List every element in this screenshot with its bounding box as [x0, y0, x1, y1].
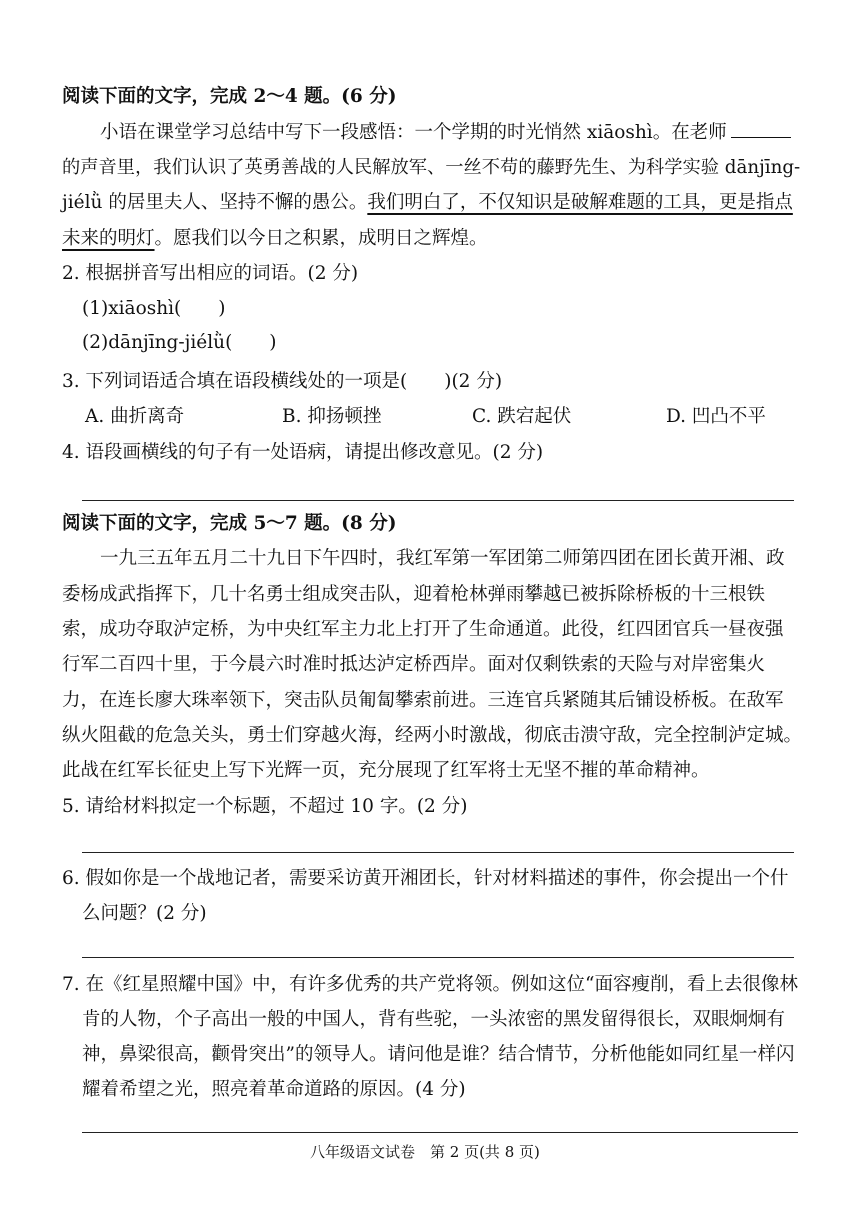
answer-line-q5[interactable] [82, 852, 794, 853]
question-2-sub-1[interactable]: (1)xiāoshì( ) [82, 298, 226, 319]
fill-blank[interactable] [731, 119, 791, 138]
question-4-stem: 4. 语段画横线的句子有一处语病，请提出修改意见。(2 分) [62, 442, 544, 463]
passage2-line: 此战在红军长征史上写下光辉一页，充分展现了红军将士无坚不摧的革命精神。 [62, 760, 710, 781]
passage2-line: 纵火阻截的危急关头，勇士们穿越火海，经两小时激战，彻底击溃守敌，完全控制泸定城。 [62, 725, 803, 746]
question-7-stem: 7. 在《红星照耀中国》中，有许多优秀的共产党将领。例如这位“面容瘦削，看上去很像林 [62, 974, 798, 995]
question-2-sub-2[interactable]: (2)dānjīng-jiélǜ( ) [82, 332, 277, 353]
page-footer: 八年级语文试卷 第 2 页(共 8 页) [310, 1143, 540, 1161]
passage2-line: 力，在连长廖大珠率领下，突击队员匍匐攀索前进。三连官兵紧随其后铺设桥板。在敌军 [62, 690, 784, 711]
question-3-option-a[interactable]: A. 曲折离奇 [85, 406, 185, 427]
section1-heading: 阅读下面的文字，完成 2～4 题。(6 分) [62, 86, 397, 107]
underlined-sentence: 我们明白了，不仅知识是破解难题的工具，更是指点 [367, 192, 793, 213]
passage1-line [100, 119, 791, 146]
question-5-stem: 5. 请给材料拟定一个标题，不超过 10 字。(2 分) [62, 796, 468, 817]
question-6-stem-cont: 么问题？(2 分) [82, 903, 207, 924]
section2-heading: 阅读下面的文字，完成 5～7 题。(8 分) [62, 513, 397, 534]
question-7-stem-cont: 肯的人物，个子高出一般的中国人，背有些驼，一头浓密的黑发留得很长，双眼炯炯有 [82, 1009, 786, 1030]
underlined-sentence: 未来的明灯 [62, 228, 155, 249]
question-3-stem: 3. 下列词语适合填在语段横线处的一项是( )(2 分) [62, 371, 503, 392]
passage1-text: jiélǜ 的居里夫人、坚持不懈的愚公。 [62, 192, 368, 213]
question-6-stem: 6. 假如你是一个战地记者，需要采访黄开湘团长，针对材料描述的事件，你会提出一个什 [62, 868, 789, 889]
footer-divider [82, 1132, 798, 1133]
passage2-line: 行军二百四十里，于今晨六时准时抵达泸定桥西岸。面对仅剩铁索的天险与对岸密集火 [62, 654, 766, 675]
answer-line-q4[interactable] [82, 500, 794, 501]
answer-line-q6[interactable] [82, 957, 794, 958]
passage1-text: 。愿我们以今日之积累，成明日之辉煌。 [154, 228, 488, 249]
passage1-text: 小语在课堂学习总结中写下一段感悟：一个学期的时光悄然 xiāoshì。在老师 [100, 122, 727, 143]
question-2-stem: 2. 根据拼音写出相应的词语。(2 分) [62, 263, 359, 284]
question-3-option-c[interactable]: C. 跌宕起伏 [472, 406, 572, 427]
question-3-option-b[interactable]: B. 抑扬顿挫 [282, 406, 382, 427]
question-7-stem-cont: 神，鼻梁很高，颧骨突出”的领导人。请问他是谁？结合情节，分析他能如同红星一样闪 [82, 1044, 795, 1065]
question-7-stem-cont: 耀着希望之光，照亮着革命道路的原因。(4 分) [82, 1079, 466, 1100]
passage2-line: 索，成功夺取泸定桥，为中央红军主力北上打开了生命通道。此役，红四团官兵一昼夜强 [62, 619, 784, 640]
question-3-option-d[interactable]: D. 凹凸不平 [666, 406, 766, 427]
passage2-line: 一九三五年五月二十九日下午四时，我红军第一军团第二师第四团在团长黄开湘、政 [100, 548, 785, 569]
passage2-line: 委杨成武指挥下，几十名勇士组成突击队，迎着枪林弹雨攀越已被拆除桥板的十三根铁 [62, 584, 766, 605]
passage1-line [62, 190, 793, 216]
passage1-line [62, 226, 488, 252]
passage1-line: 的声音里，我们认识了英勇善战的人民解放军、一丝不苟的藤野先生、为科学实验 dānjīng- [62, 157, 801, 178]
